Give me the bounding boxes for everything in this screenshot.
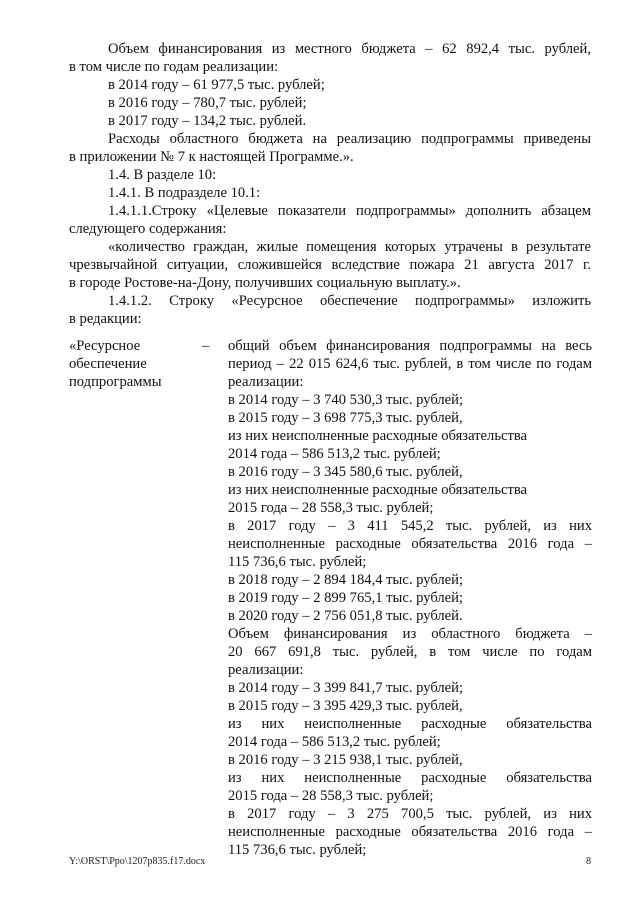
table-row: период – 22 015 624,6 тыс. рублей, в том числе по годам bbox=[228, 356, 592, 372]
table-row: 2015 года – 28 558,3 тыс. рублей; bbox=[228, 500, 434, 516]
subsection-heading: 1.4.1. В подразделе 10.1: bbox=[108, 185, 261, 201]
table-row: 2014 года – 586 513,2 тыс. рублей; bbox=[228, 446, 441, 462]
table-row: реализации: bbox=[228, 662, 304, 678]
paragraph-line: чрезвычайной ситуации, сложившейся вследствие пожара 21 августа 2017 г. bbox=[69, 257, 591, 273]
table-row: 115 736,6 тыс. рублей; bbox=[228, 554, 367, 570]
paragraph-line: «количество граждан, жилые помещения которых утрачены в результате bbox=[108, 239, 591, 255]
table-row: в 2015 году – 3 698 775,3 тыс. рублей, bbox=[228, 410, 463, 426]
table-row: в 2017 году – 3 275 700,5 тыс. рублей, из них bbox=[228, 806, 592, 822]
paragraph-line: Расходы областного бюджета на реализацию подпрограммы приведены bbox=[108, 131, 591, 147]
table-row: реализации: bbox=[228, 374, 304, 390]
paragraph-line: в 2017 году – 134,2 тыс. рублей. bbox=[108, 113, 307, 129]
table-row: 115 736,6 тыс. рублей; bbox=[228, 842, 367, 858]
paragraph-line: 1.4.1.1.Строку «Целевые показатели подпрограммы» дополнить абзацем bbox=[108, 203, 591, 219]
table-row: 20 667 691,8 тыс. рублей, в том числе по годам bbox=[228, 644, 592, 660]
table-row: в 2015 году – 3 395 429,3 тыс. рублей, bbox=[228, 698, 463, 714]
table-label: обеспечение bbox=[69, 356, 147, 372]
paragraph-line: в редакции: bbox=[69, 311, 142, 327]
footer-file-path: Y:\ORST\Ppo\1207p835.f17.docx bbox=[69, 856, 206, 867]
paragraph-line: 1.4.1.2. Строку «Ресурсное обеспечение подпрограммы» изложить bbox=[108, 293, 591, 309]
page-number: 8 bbox=[586, 856, 591, 867]
table-row: из них неисполненные расходные обязательства bbox=[228, 428, 527, 444]
paragraph-line: в городе Ростове-на-Дону, получивших социальную выплату.». bbox=[69, 275, 461, 291]
table-row: 2014 года – 586 513,2 тыс. рублей; bbox=[228, 734, 441, 750]
paragraph-line: в том числе по годам реализации: bbox=[69, 59, 279, 75]
table-row: в 2017 году – 3 411 545,2 тыс. рублей, из них bbox=[228, 518, 592, 534]
table-row: в 2016 году – 3 215 938,1 тыс. рублей, bbox=[228, 752, 463, 768]
section-heading: 1.4. В разделе 10: bbox=[108, 167, 217, 183]
table-row: 2015 года – 28 558,3 тыс. рублей; bbox=[228, 788, 434, 804]
table-row: из них неисполненные расходные обязательства bbox=[228, 770, 592, 786]
table-row: в 2018 году – 2 894 184,4 тыс. рублей; bbox=[228, 572, 464, 588]
paragraph-line: Объем финансирования из местного бюджета – 62 892,4 тыс. рублей, bbox=[108, 41, 591, 57]
table-row: в 2014 году – 3 740 530,3 тыс. рублей; bbox=[228, 392, 464, 408]
table-row: в 2019 году – 2 899 765,1 тыс. рублей; bbox=[228, 590, 464, 606]
table-row: из них неисполненные расходные обязательства bbox=[228, 482, 527, 498]
table-row: из них неисполненные расходные обязательства bbox=[228, 716, 592, 732]
table-label: «Ресурсное bbox=[69, 338, 141, 354]
paragraph-line: следующего содержания: bbox=[69, 221, 227, 237]
paragraph-line: в 2016 году – 780,7 тыс. рублей; bbox=[108, 95, 307, 111]
table-row: в 2016 году – 3 345 580,6 тыс. рублей, bbox=[228, 464, 463, 480]
paragraph-line: в приложении № 7 к настоящей Программе.». bbox=[69, 149, 354, 165]
table-label: подпрограммы bbox=[69, 374, 162, 390]
paragraph-line: в 2014 году – 61 977,5 тыс. рублей; bbox=[108, 77, 325, 93]
table-row: общий объем финансирования подпрограммы на весь bbox=[228, 338, 592, 354]
table-row: в 2014 году – 3 399 841,7 тыс. рублей; bbox=[228, 680, 464, 696]
table-dash: – bbox=[202, 338, 210, 354]
table-row: Объем финансирования из областного бюджета – bbox=[228, 626, 592, 642]
table-row: в 2020 году – 2 756 051,8 тыс. рублей. bbox=[228, 608, 463, 624]
table-row: неисполненные расходные обязательства 2016 года – bbox=[228, 824, 592, 840]
table-row: неисполненные расходные обязательства 2016 года – bbox=[228, 536, 592, 552]
